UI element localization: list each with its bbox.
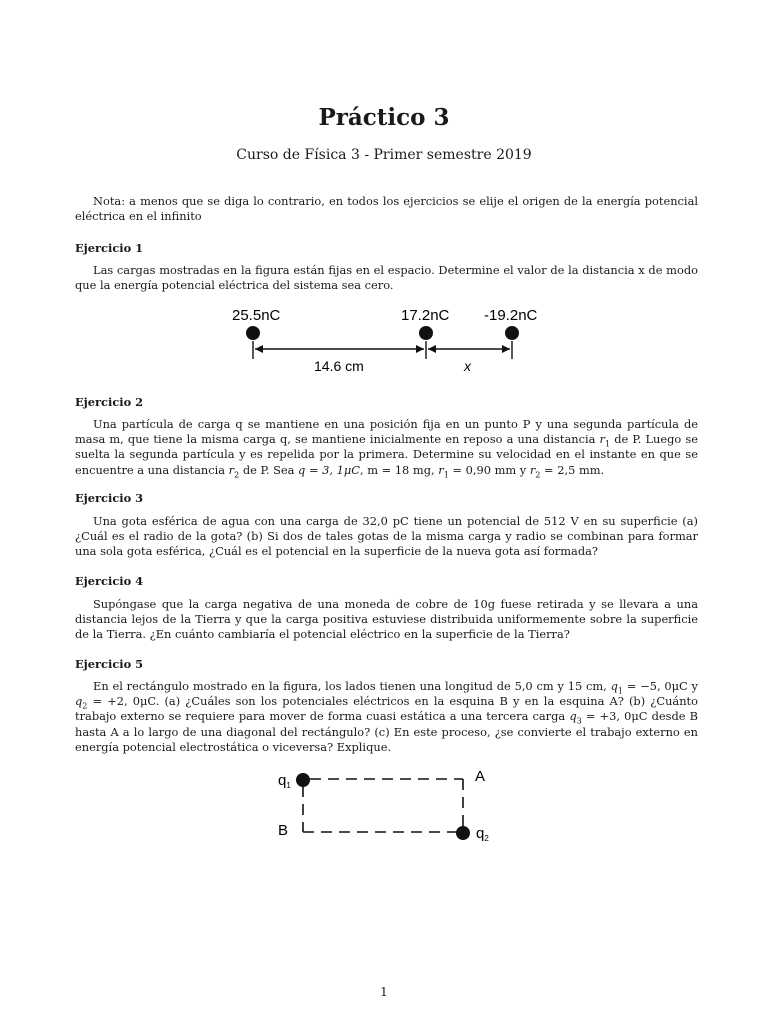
- exercise-4-text: Supóngase que la carga negativa de una moneda de cobre de 10g fuese retirada y se llevara a una distancia lejos de la Tierra y que la carga positiva estuviese distribuida uniformemente sobre la superficie de la Tierra. ¿En cuánto cambiaría el potencial eléctrico en la superficie de la Tierra?: [75, 597, 698, 642]
- page-subtitle: Curso de Física 3 - Primer semestre 2019: [236, 147, 532, 163]
- exercise-5-text: En el rectángulo mostrado en la figura, los lados tienen una longitud de 5,0 cm y 15 cm, $q_1 = -5$, 0μC y $q_2 = +2$, 0μC. (a) ¿Cuáles son los potenciales eléctricos en la esquina B y en la esquina A? (b) ¿Cuánto trabajo externo se requiere para mover de forma cuasi estática a una tercera carga $q_3 = +3$, 0μC desde B hasta A a lo largo de una diagonal del rectángulo? (c) En este proceso, ¿se convierte el trabajo externo en energía potencial electrostática o viceversa? Explique.: [75, 679, 698, 754]
- q2-dot: [456, 826, 470, 840]
- corner-b-label: B: [278, 822, 289, 839]
- exercise-5-heading: Ejercicio 5: [75, 657, 144, 671]
- exercise-1-figure: [228, 303, 540, 383]
- charge-2-label: 17.2nC: [401, 307, 450, 324]
- exercise-3-text: Una gota esférica de agua con una carga de 32,0 pC tiene un potencial de 512 V en su superficie (a) ¿Cuál es el radio de la gota? (b) Si dos de tales gotas de la misma carga y radio se combinan para formar una sola gota esférica, ¿Cuál es el potencial en la superficie de la nueva gota así formada?: [75, 514, 698, 559]
- charge-2-dot: [419, 326, 433, 340]
- corner-a-label: A: [475, 768, 486, 785]
- charge-1-label: 25.5nC: [232, 307, 281, 324]
- page-title: Práctico 3: [318, 104, 450, 131]
- exercise-5-figure: [270, 762, 500, 848]
- exercise-2-heading: Ejercicio 2: [75, 395, 144, 409]
- distance-markers: [253, 341, 512, 359]
- exercise-1-text: Las cargas mostradas en la figura están fijas en el espacio. Determine el valor de la distancia x de modo que la energía potencial eléctrica del sistema sea cero.: [75, 263, 698, 293]
- arrow-head-left-2: [428, 345, 436, 353]
- charge-3-label: -19.2nC: [484, 307, 538, 324]
- q2-label: $q_2$: [476, 825, 489, 843]
- exercise-3-heading: Ejercicio 3: [75, 491, 144, 505]
- arrow-head-left-1: [255, 345, 263, 353]
- page-number: 1: [380, 985, 388, 999]
- q1-dot: [296, 773, 310, 787]
- charge-3-dot: [505, 326, 519, 340]
- rectangle-outline: [303, 779, 463, 832]
- q1-label: $q_1$: [278, 772, 291, 790]
- arrow-head-right-1: [416, 345, 424, 353]
- exercise-1-heading: Ejercicio 1: [75, 241, 144, 255]
- exercise-4-heading: Ejercicio 4: [75, 574, 144, 588]
- note-paragraph: Nota: a menos que se diga lo contrario, en todos los ejercicios se elije el origen de la energía potencial eléctrica en el infinito: [75, 194, 698, 224]
- distance-1-label: 14.6 cm: [314, 358, 364, 374]
- exercise-2-text: Una partícula de carga q se mantiene en una posición fija en un punto P y una segunda partícula de masa m, que tiene la misma carga q, se mantiene inicialmente en reposo a una distancia $r_1$ de P. Luego se suelta la segunda partícula y es repelida por la primera. Determine su velocidad en el instante en que se encuentre a una distancia $r_2$ de P. Sea q = 3, 1μC, m = 18 mg, $r_1 = 0,90$ mm y $r_2 = 2,5$ mm.: [75, 417, 698, 479]
- charge-1-dot: [246, 326, 260, 340]
- arrow-head-right-2: [502, 345, 510, 353]
- distance-2-label: x: [464, 358, 471, 374]
